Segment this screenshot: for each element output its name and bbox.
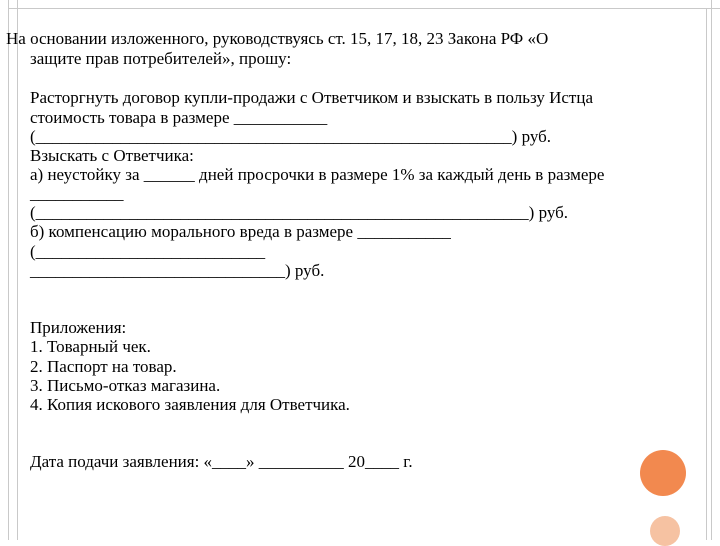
attachment-item: 2. Паспорт на товар.: [30, 357, 177, 376]
slide-frame-top: [8, 8, 720, 9]
demand-line: ______________________________) руб.: [30, 261, 325, 280]
attachment-item: 1. Товарный чек.: [30, 337, 151, 356]
demand-line: (___________________________: [30, 242, 266, 261]
demand-line: (________________________________________________________) руб.: [30, 127, 552, 146]
demand-line: Взыскать с Ответчика:: [30, 146, 194, 165]
demand-line: б) компенсацию морального вреда в размере ___________: [30, 222, 451, 241]
slide-frame-right-outer: [711, 0, 712, 540]
slide-frame-right: [706, 8, 707, 540]
intro-line-2: защите прав потребителей», прошу:: [30, 49, 292, 68]
attachment-item: 3. Письмо-отказ магазина.: [30, 376, 221, 395]
demand-line: ___________: [30, 184, 124, 203]
slide-frame-left: [8, 0, 18, 540]
demand-line: (__________________________________________________________) руб.: [30, 203, 569, 222]
demand-line: Расторгнуть договор купли-продажи с Ответчиком и взыскать в пользу Истца: [30, 88, 593, 107]
decorative-circle: [640, 450, 686, 496]
decorative-circle-light: [650, 516, 680, 546]
attachment-item: 4. Копия искового заявления для Ответчика.: [30, 395, 350, 414]
attachments-title: Приложения:: [30, 318, 127, 337]
demand-line: а) неустойку за ______ дней просрочки в размере 1% за каждый день в размере: [30, 165, 605, 184]
intro-line-1: На основании изложенного, руководствуясь ст. 15, 17, 18, 23 Закона РФ «О: [6, 29, 549, 48]
demand-line: стоимость товара в размере ___________: [30, 108, 328, 127]
filing-date: Дата подачи заявления: «____» __________ 20____ г.: [30, 452, 413, 471]
